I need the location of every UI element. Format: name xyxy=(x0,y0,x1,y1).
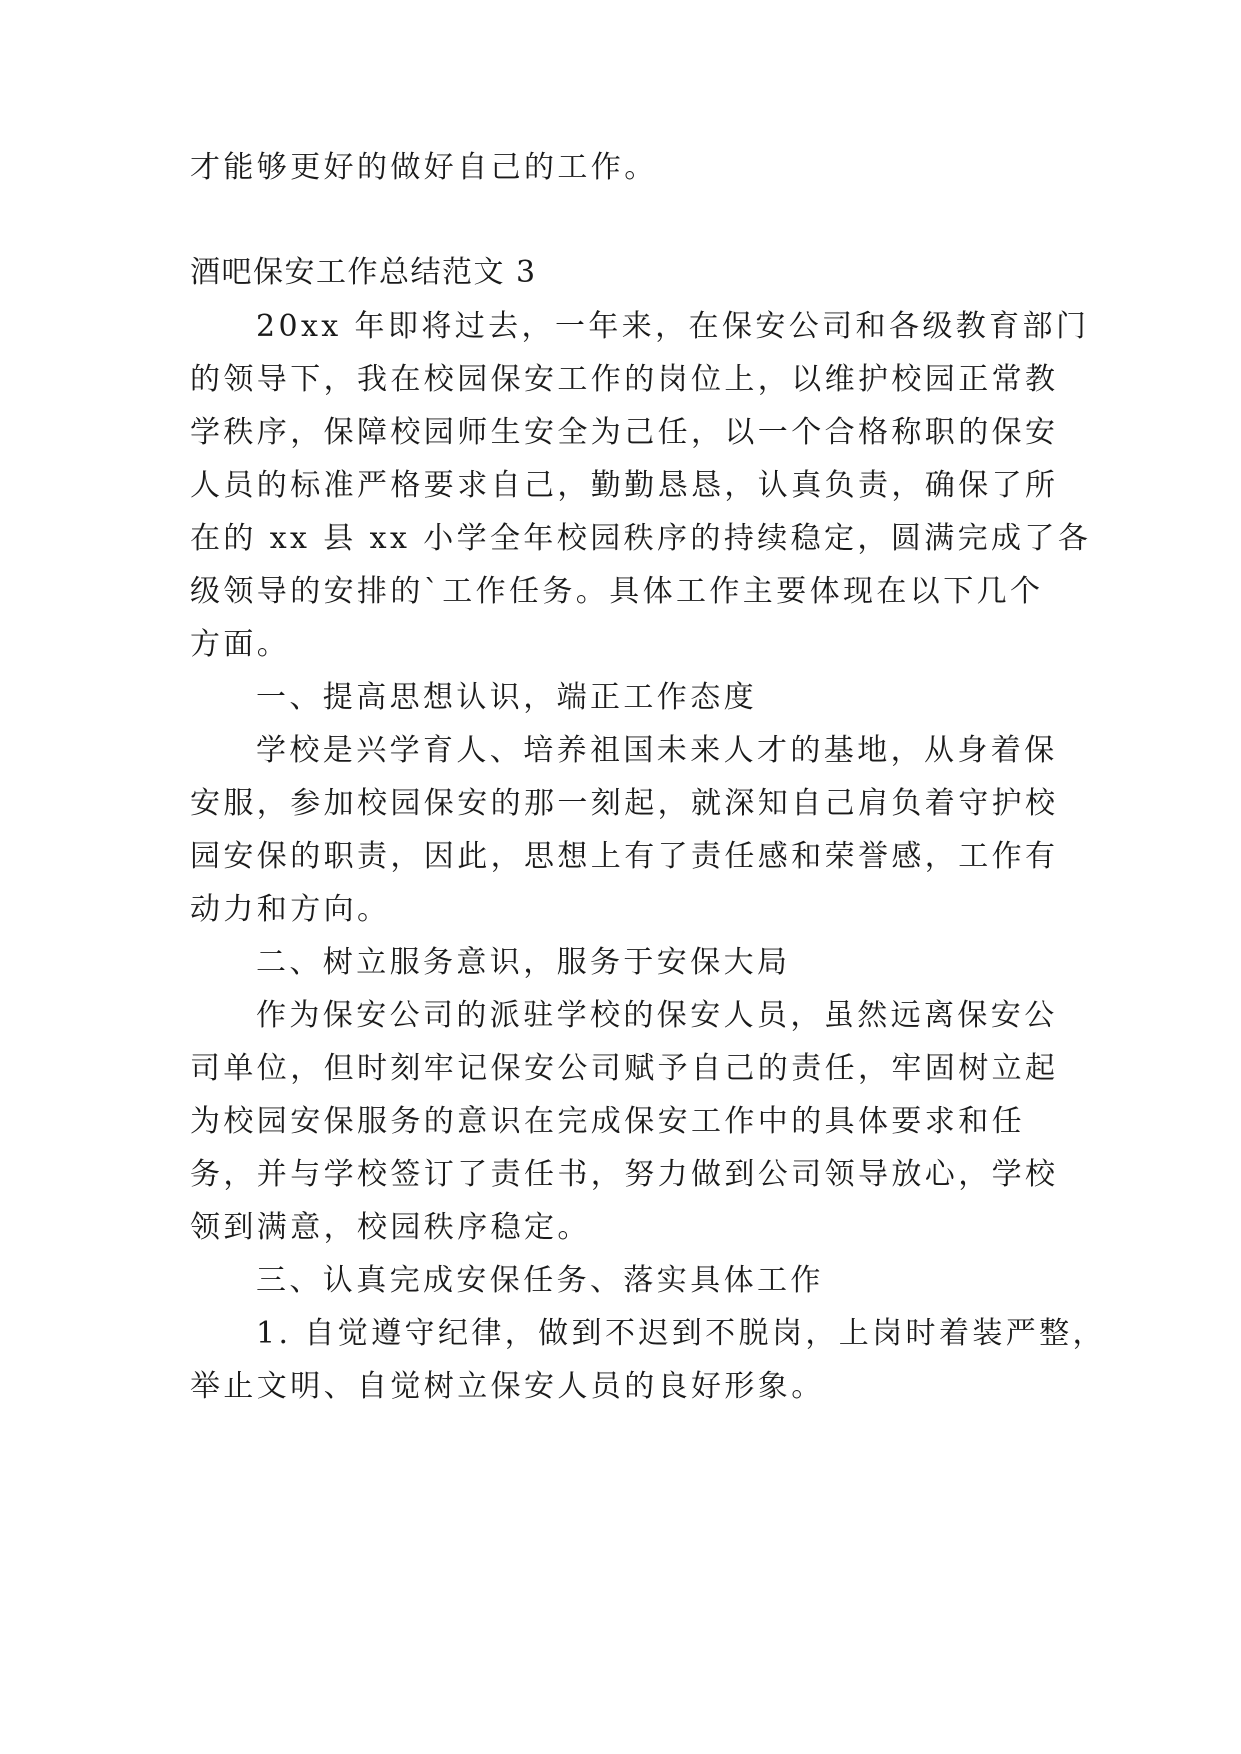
paragraph-line: 司单位，但时刻牢记保安公司赋予自己的责任，牢固树立起 xyxy=(190,1051,1059,1086)
paragraph-line: 领到满意，校园秩序稳定。 xyxy=(190,1210,591,1245)
paragraph-line: 20xx 年即将过去，一年来，在保安公司和各级教育部门 xyxy=(256,309,1090,344)
paragraph-line: 人员的标准严格要求自己，勤勤恳恳，认真负责，确保了所 xyxy=(190,468,1059,503)
paragraph-line: 作为保安公司的派驻学校的保安人员，虽然远离保安公 xyxy=(256,998,1058,1033)
paragraph-line: 安服，参加校园保安的那一刻起，就深知自己肩负着守护校 xyxy=(190,786,1059,821)
paragraph-line: 学秩序，保障校园师生安全为己任，以一个合格称职的保安 xyxy=(190,415,1059,450)
paragraph-line: 的领导下，我在校园保安工作的岗位上，以维护校园正常教 xyxy=(190,362,1059,397)
paragraph-line: 在的 xx 县 xx 小学全年校园秩序的持续稳定，圆满完成了各 xyxy=(190,521,1092,556)
paragraph-line: 为校园安保服务的意识在完成保安工作中的具体要求和任 xyxy=(190,1104,1025,1139)
paragraph-line: 方面。 xyxy=(190,627,291,662)
paragraph-line: 务，并与学校签订了责任书，努力做到公司领导放心，学校 xyxy=(190,1157,1059,1192)
paragraph-line: 动力和方向。 xyxy=(190,892,391,927)
paragraph-line: 学校是兴学育人、培养祖国未来人才的基地，从身着保 xyxy=(256,733,1058,768)
section-heading-2: 二、树立服务意识，服务于安保大局 xyxy=(256,945,791,980)
paragraph-line: 园安保的职责，因此，思想上有了责任感和荣誉感，工作有 xyxy=(190,839,1059,874)
carry-over-line: 才能够更好的做好自己的工作。 xyxy=(190,150,658,185)
paragraph-line: 级领导的安排的`工作任务。具体工作主要体现在以下几个 xyxy=(190,574,1044,609)
section-heading-1: 一、提高思想认识，端正工作态度 xyxy=(256,680,757,715)
list-item-line: 举止文明、自觉树立保安人员的良好形象。 xyxy=(190,1369,825,1404)
section-title: 酒吧保安工作总结范文 3 xyxy=(190,255,537,290)
section-heading-3: 三、认真完成安保任务、落实具体工作 xyxy=(256,1263,824,1298)
list-item-line: 1. 自觉遵守纪律，做到不迟到不脱岗，上岗时着装严整， xyxy=(256,1316,1106,1351)
